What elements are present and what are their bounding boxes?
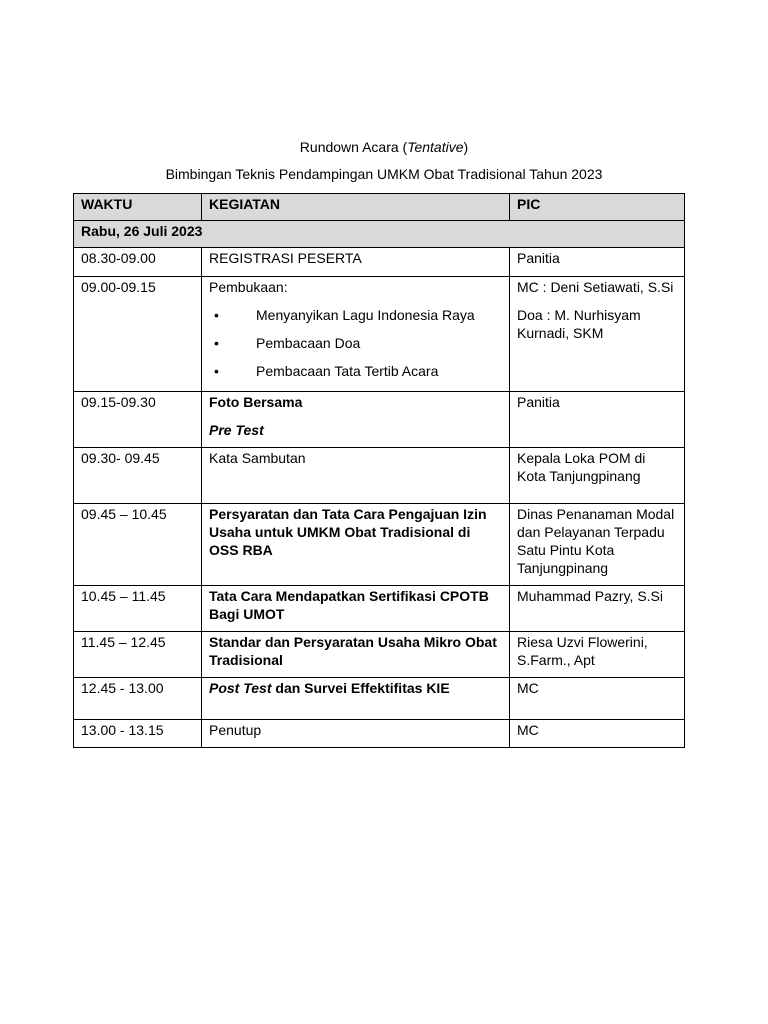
pic-doa: Doa : M. Nurhisyam Kurnadi, SKM — [517, 307, 641, 341]
document-title: Rundown Acara (Tentative) — [299, 139, 469, 155]
time-cell: 09.30- 09.45 — [74, 448, 202, 504]
pic-cell: Muhammad Pazry, S.Si — [510, 586, 685, 632]
activity-cell: Post Test dan Survei Effektifitas KIE — [202, 678, 510, 720]
time-cell: 09.00-09.15 — [74, 277, 202, 392]
day-label: Rabu, 26 Juli 2023 — [74, 221, 685, 248]
time-cell: 12.45 - 13.00 — [74, 678, 202, 720]
pic-cell: Dinas Penanaman Modal dan Pelayanan Terpadu Satu Pintu Kota Tanjungpinang — [510, 504, 685, 586]
table-row — [74, 678, 685, 720]
pic-cell: Panitia — [510, 392, 685, 448]
document-subtitle: Bimbingan Teknis Pendampingan UMKM Obat Tradisional Tahun 2023 — [165, 166, 603, 182]
time-cell: 08.30-09.00 — [74, 248, 202, 277]
activity-cell: REGISTRASI PESERTA — [202, 248, 510, 277]
table-row — [74, 448, 685, 504]
time-cell: 11.45 – 12.45 — [74, 632, 202, 678]
bullet-icon: • — [214, 335, 219, 351]
rundown-table — [73, 193, 685, 748]
activity-label-secondary: Pre Test — [209, 422, 264, 438]
list-item: • Pembacaan Doa — [214, 335, 361, 351]
pic-cell: MC — [510, 720, 685, 748]
time-cell: 10.45 – 11.45 — [74, 586, 202, 632]
table-row — [74, 586, 685, 632]
day-row — [74, 221, 685, 248]
column-header-kegiatan: KEGIATAN — [202, 194, 510, 221]
column-header-waktu: WAKTU — [74, 194, 202, 221]
time-cell: 09.15-09.30 — [74, 392, 202, 448]
pic-mc: MC : Deni Setiawati, S.Si — [517, 279, 674, 295]
list-item: • Menyanyikan Lagu Indonesia Raya — [214, 307, 475, 323]
time-cell: 13.00 - 13.15 — [74, 720, 202, 748]
pic-cell: Riesa Uzvi Flowerini, S.Farm., Apt — [510, 632, 685, 678]
activity-cell: Persyaratan dan Tata Cara Pengajuan Izin Usaha untuk UMKM Obat Tradisional di OSS RBA — [202, 504, 510, 586]
time-cell: 09.45 – 10.45 — [74, 504, 202, 586]
table-row — [74, 720, 685, 748]
activity-label: Foto Bersama — [209, 394, 303, 410]
bullet-icon: • — [214, 363, 219, 379]
list-item: • Pembacaan Tata Tertib Acara — [214, 363, 439, 379]
pic-cell: Panitia — [510, 248, 685, 277]
bullet-icon: • — [214, 307, 219, 323]
table-row — [74, 248, 685, 277]
pic-cell: MC — [510, 678, 685, 720]
table-row — [74, 277, 685, 392]
activity-cell — [202, 392, 510, 448]
activity-cell: Tata Cara Mendapatkan Sertifikasi CPOTB Bagi UMOT — [202, 586, 510, 632]
activity-cell — [202, 277, 510, 392]
pic-cell — [510, 277, 685, 392]
activity-cell: Penutup — [202, 720, 510, 748]
activity-bullet-list — [209, 306, 503, 380]
activity-label: Pembukaan: — [209, 279, 288, 295]
table-row — [74, 632, 685, 678]
table-row — [74, 504, 685, 586]
column-header-pic: PIC — [510, 194, 685, 221]
table-row — [74, 392, 685, 448]
table-header-row — [74, 194, 685, 221]
pic-cell: Kepala Loka POM di Kota Tanjungpinang — [510, 448, 685, 504]
activity-cell: Standar dan Persyaratan Usaha Mikro Obat Tradisional — [202, 632, 510, 678]
activity-cell: Kata Sambutan — [202, 448, 510, 504]
